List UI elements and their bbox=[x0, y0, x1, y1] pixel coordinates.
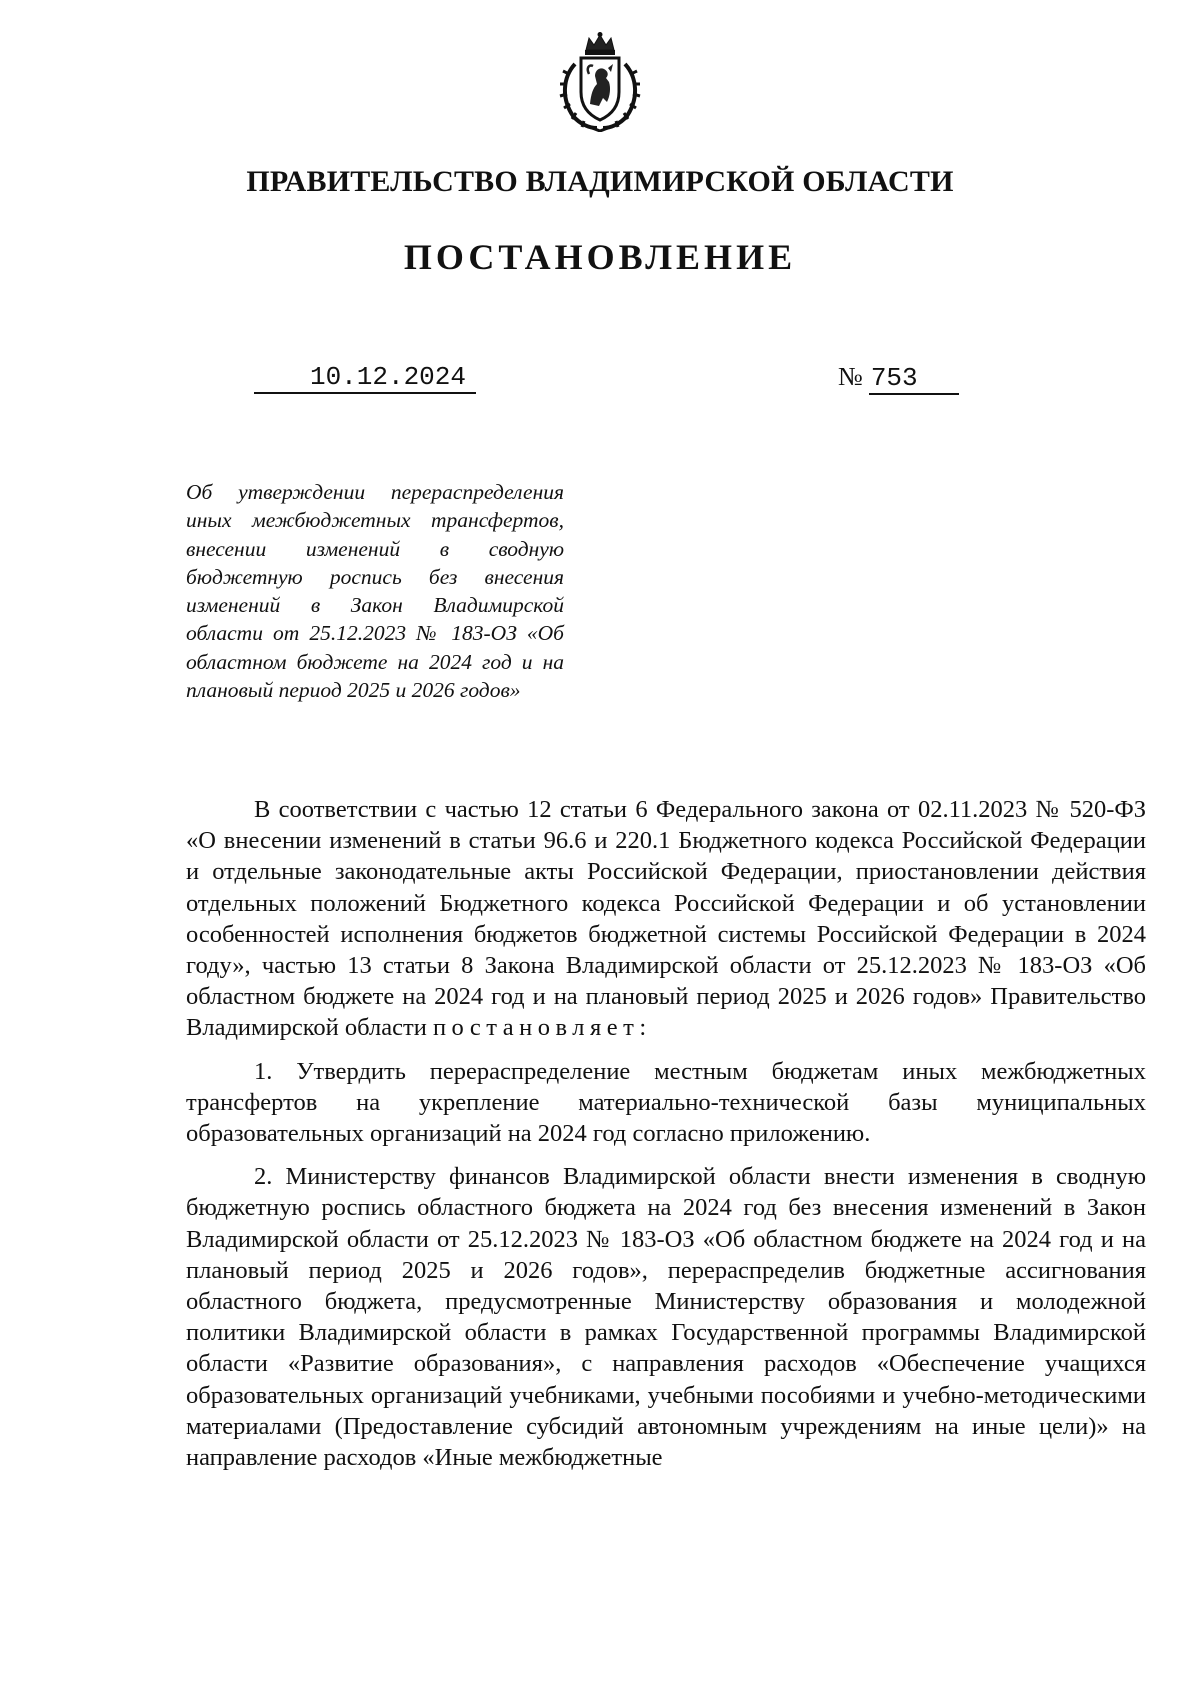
clause-2: 2. Министерству финансов Владимирской области внести изменения в сводную бюджетную роспись областного бюджета на 2024 год без внесения изменений в Закон Владимирской области от 25.12.2023 № 183-ОЗ «Об областном бюджете на 2024 год и на плановый период 2025 и 2026 годов», перераспределив бюджетные ассигнования областного бюджета, предусмотренные Министерству образования и молодежной политики Владимирской области в рамках Государственной программы Владимирской области «Развитие образования», с направления расходов «Обеспечение учащихся образовательных организаций учебниками, учебными пособиями и учебно-методическими материалами (Предоставление субсидий автономным учреждениям на иные цели)» на направление расходов «Иные межбюджетные bbox=[186, 1163, 1146, 1472]
document-body bbox=[186, 794, 1146, 1485]
document-subject: Об утверждении перераспределения иных межбюджетных трансфертов, внесении изменений в сводную бюджетную роспись без внесения изменений в Закон Владимирской области от 25.12.2023 № 183-ОЗ «Об областном бюджете на 2024 год и на плановый период 2025 и 2026 годов» bbox=[186, 480, 564, 703]
clause-1: 1. Утвердить перераспределение местным бюджетам иных межбюджетных трансфертов на укрепление материально-технической базы муниципальных образовательных организаций на 2024 год согласно приложению. bbox=[186, 1057, 1146, 1148]
document-type-title: ПОСТАНОВЛЕНИЕ bbox=[403, 237, 797, 277]
resolves-word: постановляет: bbox=[432, 1014, 652, 1042]
document-number-field bbox=[838, 362, 959, 395]
preamble-paragraph bbox=[186, 794, 1146, 1044]
organization-title: ПРАВИТЕЛЬСТВО ВЛАДИМИРСКОЙ ОБЛАСТИ bbox=[246, 165, 954, 198]
coat-of-arms-icon bbox=[553, 32, 647, 132]
document-date: 10.12.2024 bbox=[254, 362, 476, 394]
document-number: 753 bbox=[869, 363, 959, 395]
preamble-text: В соответствии с частью 12 статьи 6 Федерального закона от 02.11.2023 № 520-ФЗ «О внесении изменений в статьи 96.6 и 220.1 Бюджетного кодекса Российской Федерации и отдельные законодательные акты Российской Федерации, приостановлении действия отдельных положений Бюджетного кодекса Российской Федерации и об установлении особенностей исполнения бюджетов бюджетной системы Российской Федерации в 2024 году», частью 13 статьи 8 Закона Владимирской области от 25.12.2023 № 183-ОЗ «Об областном бюджете на 2024 год и на плановый период 2025 и 2026 годов» Правительство Владимирской области bbox=[186, 796, 1146, 1042]
number-sign: № bbox=[838, 362, 863, 391]
